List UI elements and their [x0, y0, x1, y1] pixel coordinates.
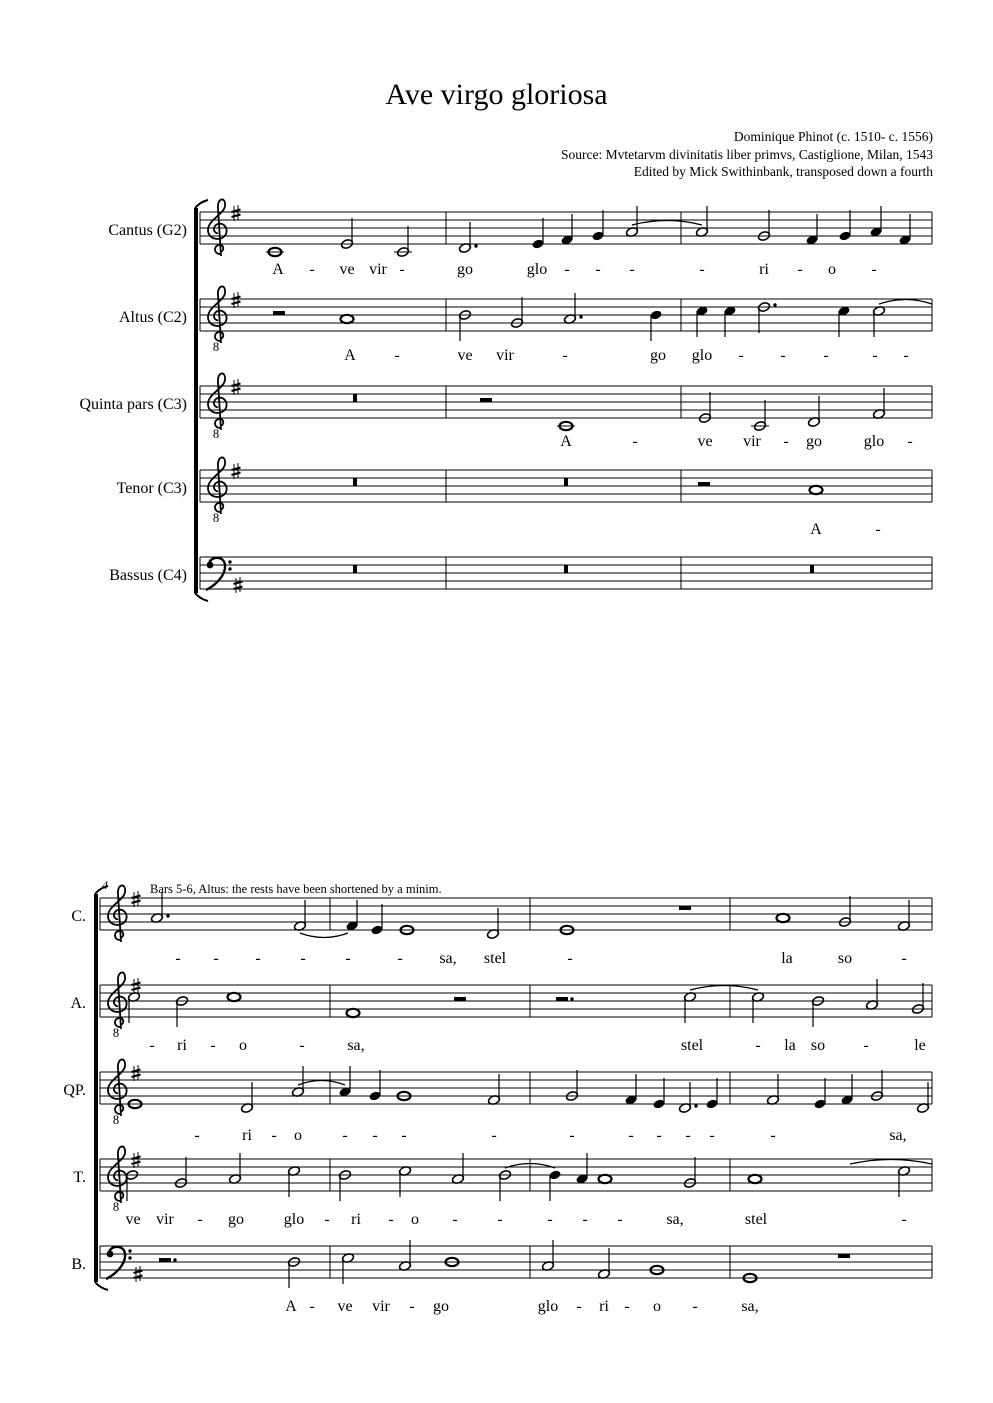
bracket-hook: [195, 593, 208, 601]
note: [228, 993, 241, 1001]
lyric-cantus: -: [699, 261, 705, 278]
lyric-altus: vir: [496, 347, 514, 364]
tie: [850, 1160, 932, 1165]
rest-dot: [173, 1258, 176, 1261]
lyric-quinta: -: [770, 1127, 776, 1144]
sharp-icon: [232, 463, 241, 479]
lyric-quinta: -: [372, 1127, 378, 1144]
lyric-cantus: go: [457, 261, 473, 278]
lyric-altus: sa,: [347, 1037, 365, 1054]
breve-rest: [353, 478, 357, 486]
lyric-bassus: ve: [337, 1298, 353, 1315]
octave-mark: 8: [112, 1200, 120, 1214]
lyric-cantus: vir: [369, 261, 387, 278]
sharp-icon: [232, 205, 241, 221]
lyric-quinta: o: [294, 1127, 302, 1144]
lyric-quinta: -: [632, 433, 638, 450]
lyric-tenor: -: [388, 1211, 394, 1228]
lyric-altus: -: [755, 1037, 761, 1054]
lyric-quinta: -: [783, 433, 789, 450]
tie: [690, 986, 758, 991]
breve-rest: [353, 394, 357, 402]
octave-mark: 8: [212, 427, 220, 441]
note: [777, 914, 790, 922]
lyric-cantus: -: [797, 261, 803, 278]
lyric-quinta: -: [709, 1127, 715, 1144]
editor-credit: Edited by Mick Swithinbank, transposed down a fourth: [633, 164, 933, 179]
lyric-cantus: ve: [339, 261, 355, 278]
octave-mark: 8: [212, 511, 220, 525]
lyric-altus: -: [823, 347, 829, 364]
bracket-hook: [95, 1282, 108, 1290]
lyric-altus: -: [903, 347, 909, 364]
note-dot: [579, 315, 582, 318]
lyric-cantus: -: [564, 261, 570, 278]
lyric-tenor: sa,: [666, 1211, 684, 1228]
lyric-quinta: sa,: [889, 1127, 907, 1144]
lyric-altus: o: [239, 1037, 247, 1054]
lyric-quinta: -: [342, 1127, 348, 1144]
octave-mark: 8: [112, 1026, 120, 1040]
editorial-footnote: Bars 5-6, Altus: the rests have been shortened by a minim.: [150, 882, 442, 896]
lyric-bassus: -: [692, 1298, 698, 1315]
half-rest: [556, 997, 568, 1001]
half-rest: [698, 482, 710, 486]
lyric-tenor: -: [617, 1211, 623, 1228]
tie: [300, 933, 348, 938]
whole-rest: [679, 906, 691, 910]
lyric-altus: -: [210, 1037, 216, 1054]
lyric-cantus: -: [397, 950, 403, 967]
voice-label: Tenor (C3): [116, 480, 187, 497]
lyric-cantus: -: [300, 950, 306, 967]
lyric-cantus: -: [595, 261, 601, 278]
lyric-tenor: -: [452, 1211, 458, 1228]
half-rest: [273, 311, 285, 315]
sharp-icon: [234, 577, 243, 593]
lyric-bassus: vir: [372, 1298, 390, 1315]
voice-label: B.: [71, 1256, 86, 1273]
lyric-cantus: -: [309, 261, 315, 278]
note: [749, 1175, 762, 1183]
note: [341, 315, 354, 323]
lyric-tenor: -: [875, 521, 881, 538]
voice-label: Altus (C2): [119, 309, 187, 326]
lyric-tenor: -: [497, 1211, 503, 1228]
bar-number: 4: [102, 878, 108, 892]
half-rest: [159, 1258, 171, 1262]
voice-label: T.: [73, 1169, 86, 1186]
note: [810, 486, 823, 494]
lyric-cantus: -: [629, 261, 635, 278]
lyric-quinta: -: [569, 1127, 575, 1144]
breve-rest: [810, 565, 814, 573]
lyric-bassus: glo: [537, 1298, 559, 1315]
lyric-tenor: go: [228, 1211, 244, 1228]
lyric-tenor: -: [197, 1211, 203, 1228]
bracket-hook: [195, 200, 208, 208]
lyric-altus: ri: [177, 1037, 187, 1054]
tie: [298, 1081, 345, 1086]
page-title: Ave virgo gloriosa: [385, 78, 608, 111]
lyric-cantus: -: [567, 950, 573, 967]
lyric-quinta: vir: [743, 433, 761, 450]
lyric-tenor: stel: [744, 1211, 768, 1228]
lyric-tenor: vir: [156, 1211, 174, 1228]
lyric-altus: -: [149, 1037, 155, 1054]
voice-label: QP.: [63, 1082, 86, 1099]
bass-clef-icon: [206, 558, 232, 590]
lyric-quinta: -: [656, 1127, 662, 1144]
lyric-tenor: -: [547, 1211, 553, 1228]
lyric-cantus: la: [781, 950, 793, 967]
lyric-cantus: -: [901, 950, 907, 967]
lyric-quinta: -: [194, 1127, 200, 1144]
tie: [879, 300, 932, 305]
lyric-quinta: -: [907, 433, 913, 450]
note: [347, 1009, 360, 1017]
lyric-cantus: -: [871, 261, 877, 278]
lyric-bassus: -: [409, 1298, 415, 1315]
sharp-icon: [132, 978, 141, 994]
lyric-tenor: -: [901, 1211, 907, 1228]
rest-dot: [570, 997, 573, 1000]
lyric-cantus: stel: [483, 950, 507, 967]
lyric-bassus: ri: [599, 1298, 609, 1315]
lyric-quinta: -: [491, 1127, 497, 1144]
lyric-cantus: ri: [759, 261, 769, 278]
lyric-bassus: sa,: [741, 1298, 759, 1315]
lyric-cantus: sa,: [439, 950, 457, 967]
sharp-icon: [132, 1065, 141, 1081]
lyric-altus: stel: [680, 1037, 704, 1054]
voice-label: Cantus (G2): [108, 222, 187, 239]
tie: [632, 221, 702, 226]
lyric-altus: -: [780, 347, 786, 364]
lyric-cantus: -: [213, 950, 219, 967]
lyric-altus: -: [562, 347, 568, 364]
breve-rest: [564, 478, 568, 486]
lyric-tenor: -: [324, 1211, 330, 1228]
octave-mark: 8: [212, 340, 220, 354]
composer-credit: Dominique Phinot (c. 1510- c. 1556): [733, 129, 933, 144]
lyric-altus: go: [650, 347, 666, 364]
voice-label: Bassus (C4): [109, 567, 187, 584]
lyric-altus: la: [784, 1037, 796, 1054]
lyric-bassus: -: [309, 1298, 315, 1315]
lyric-quinta: glo: [863, 433, 885, 450]
voice-label: A.: [70, 995, 86, 1012]
lyric-bassus: -: [576, 1298, 582, 1315]
lyric-tenor: glo: [283, 1211, 305, 1228]
lyric-altus: A: [344, 347, 356, 364]
lyric-cantus: o: [828, 261, 836, 278]
sharp-icon: [132, 891, 141, 907]
sharp-icon: [132, 1152, 141, 1168]
lyric-cantus: A: [272, 261, 284, 278]
lyric-cantus: -: [255, 950, 261, 967]
half-rest: [480, 398, 492, 402]
lyric-tenor: -: [582, 1211, 588, 1228]
lyric-quinta: -: [685, 1127, 691, 1144]
lyric-tenor: ri: [351, 1211, 361, 1228]
breve-rest: [353, 565, 357, 573]
source-credit: Source: Mvtetarvm divinitatis liber primvs, Castiglione, Milan, 1543: [561, 146, 933, 162]
lyric-tenor: ve: [125, 1211, 141, 1228]
lyric-cantus: -: [399, 261, 405, 278]
lyric-cantus: -: [175, 950, 181, 967]
lyric-altus: -: [738, 347, 744, 364]
note-dot: [166, 914, 169, 917]
lyric-cantus: so: [837, 950, 853, 967]
octave-mark: 8: [112, 1113, 120, 1127]
note-dot: [474, 244, 477, 247]
lyric-altus: -: [299, 1037, 305, 1054]
sharp-icon: [134, 1266, 143, 1282]
whole-rest: [838, 1254, 850, 1258]
bass-clef-icon: [106, 1247, 132, 1279]
sharp-icon: [232, 292, 241, 308]
lyric-tenor: o: [411, 1211, 419, 1228]
lyric-altus: glo: [691, 347, 713, 364]
note: [599, 1175, 612, 1183]
voice-label: C.: [71, 908, 86, 925]
lyric-bassus: A: [285, 1298, 297, 1315]
lyric-bassus: -: [624, 1298, 630, 1315]
half-rest: [454, 997, 466, 1001]
sharp-icon: [232, 379, 241, 395]
lyric-bassus: o: [653, 1298, 661, 1315]
lyric-quinta: A: [560, 433, 572, 450]
lyric-quinta: ve: [697, 433, 713, 450]
lyric-cantus: -: [345, 950, 351, 967]
note-dot: [694, 1104, 697, 1107]
note-dot: [773, 303, 776, 306]
lyric-tenor: A: [810, 521, 822, 538]
lyric-altus: ve: [457, 347, 473, 364]
lyric-altus: -: [863, 1037, 869, 1054]
lyric-quinta: ri: [242, 1127, 252, 1144]
lyric-cantus: glo: [526, 261, 548, 278]
lyric-altus: -: [872, 347, 878, 364]
lyric-quinta: -: [628, 1127, 634, 1144]
breve-rest: [564, 565, 568, 573]
lyric-quinta: go: [806, 433, 822, 450]
voice-label: Quinta pars (C3): [79, 396, 187, 413]
lyric-altus: -: [394, 347, 400, 364]
lyric-altus: so: [810, 1037, 826, 1054]
lyric-quinta: -: [401, 1127, 407, 1144]
lyric-quinta: -: [271, 1127, 277, 1144]
lyric-altus: le: [914, 1037, 926, 1054]
lyric-bassus: go: [433, 1298, 449, 1315]
